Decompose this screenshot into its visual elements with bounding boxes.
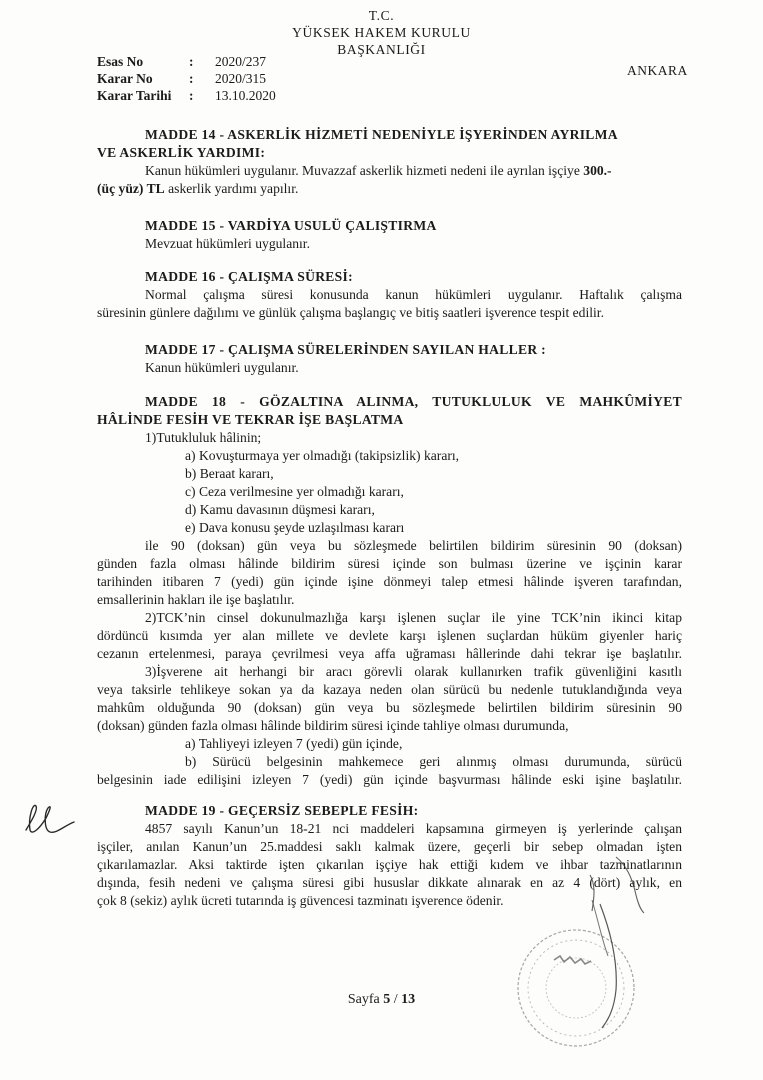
paraph-signature: [20, 800, 80, 840]
body-line: tarihinden itibaren 7 (yedi) gün içinde işine dönmeyi talep etmesi hâlinde işveren tarafından,: [97, 574, 682, 589]
meta-colon: :: [189, 87, 194, 103]
page-prefix: Sayfa: [347, 992, 384, 1007]
case-meta: [97, 54, 276, 104]
body-line: mahkûm olduğunda 90 (doksan) gün veya bu sözleşmede belirtilen bildirim süresinin 90: [97, 700, 682, 715]
article-title: MADDE 16 - ÇALIŞMA SÜRESİ:: [145, 269, 353, 284]
meta-label: Karar No: [97, 70, 153, 86]
text-run: askerlik yardımı yapılır.: [164, 181, 299, 196]
meta-colon: :: [189, 54, 194, 69]
list-item: b) Beraat kararı,: [185, 466, 274, 481]
body-line: belgesinin iade edilişini izleyen 7 (yedi) gün içinde başvurması hâlinde eski işine başlatılır.: [97, 772, 682, 787]
official-stamp: [490, 900, 660, 1060]
meta-row-tarih: [97, 88, 276, 105]
list-item: a) Tahliyeyi izleyen 7 (yedi) gün içinde,: [185, 736, 403, 751]
page-number: [0, 991, 763, 1009]
paragraph-1-intro: 1)Tutukluluk hâlinin;: [145, 430, 262, 445]
body-line: günden fazla olması hâlinde bildirim süresi içinde son bulması üzerine ve işçinin karar: [97, 556, 682, 571]
article-body-line: [97, 180, 682, 198]
list-item: a) Kovuşturmaya yer olmadığı (takipsizlik) kararı,: [185, 448, 460, 463]
article-title: MADDE 14 - ASKERLİK HİZMETİ NEDENİYLE İŞYERİNDEN AYRILMA: [145, 127, 618, 142]
text-run: Kanun hükümleri uygulanır. Muvazzaf askerlik hizmeti nedeni ile ayrılan işçiye: [145, 163, 584, 178]
article-body: Kanun hükümleri uygulanır.: [145, 360, 299, 375]
body-line: 4857 sayılı Kanun’un 18-21 nci maddeleri kapsamına girmeyen iş yerlerinde çalışan: [145, 821, 682, 836]
article-title-cont: HÂLİNDE FESİH VE TEKRAR İŞE BAŞLATMA: [97, 412, 404, 427]
page-separator: /: [390, 992, 402, 1007]
body-line: ile 90 (doksan) gün veya bu sözleşmede belirtilen bildirim süresinin 90 (doksan): [145, 538, 682, 553]
body-line: cezanın ertelenmesi, paraya çevrilmesi veya affa uğraması hâllerinde dahi tekrar işe başlatılır.: [97, 646, 682, 661]
article-16: [97, 268, 682, 322]
meta-label: Esas No: [97, 54, 144, 69]
body-line: çok 8 (sekiz) aylık ücreti tutarında iş güvencesi tazminatı işverence ödenir.: [97, 893, 504, 908]
body-line: işçiler, anılan Kanun’un 25.maddesi saklı kalmak üzere, geçerli bir sebep olmadan işten: [97, 839, 682, 854]
amount-bold: 300.-: [583, 163, 612, 178]
meta-value: 2020/315: [215, 70, 267, 86]
header-institution: YÜKSEK HAKEM KURULU: [292, 25, 471, 40]
article-title: MADDE 18 - GÖZALTINA ALINMA, TUTUKLULUK VE MAHKÛMİYET: [145, 394, 682, 409]
meta-value: 2020/237: [215, 54, 267, 69]
article-title: MADDE 15 - VARDİYA USULÜ ÇALIŞTIRMA: [145, 218, 437, 233]
meta-value: 13.10.2020: [215, 87, 276, 103]
article-body-line: [97, 162, 682, 180]
list-item: e) Dava konusu şeyde uzlaşılması kararı: [185, 520, 405, 535]
city-label: ANKARA: [627, 63, 688, 78]
page-current: 5: [383, 992, 391, 1007]
body-line: çıkarılamazlar. Aksi taktirde işten çıkarılan işçiye hak ettiği kıdem ve ihbar tazminatlarının: [97, 857, 682, 872]
meta-row-karar: [97, 71, 276, 88]
article-18: [97, 393, 682, 789]
list-item: d) Kamu davasının düşmesi kararı,: [185, 502, 375, 517]
article-title: MADDE 19 - GEÇERSİZ SEBEPLE FESİH:: [145, 803, 419, 818]
meta-row-esas: [97, 54, 276, 71]
signature-strokes: [586, 855, 656, 915]
body-line: dışında, fesih nedeni ve çalışma süresi gibi hususlar dikkate alınarak en az 4 (dört) aylık, en: [97, 875, 682, 890]
body-line: dördüncü kısımda yer alan millete ve devlete karşı işlenen suçlardan hüküm giyenler hariç: [97, 628, 682, 643]
article-14: [97, 126, 682, 198]
header-tc: T.C.: [368, 8, 395, 23]
article-body-line: süresinin günlere dağılımı ve günlük çalışma başlangıç ve bitiş saatleri işverence tespit edilir.: [97, 305, 604, 320]
header-department: BAŞKANLIĞI: [337, 42, 426, 57]
body-line: 3)İşverene ait herhangi bir aracı görevli olarak kullanırken trafik güvenliğini kasıtlı: [145, 664, 682, 679]
article-body: Mevzuat hükümleri uygulanır.: [145, 236, 310, 251]
article-17: [97, 341, 682, 377]
page-total: 13: [401, 992, 416, 1007]
amount-bold: (üç yüz) TL: [97, 181, 165, 196]
article-title: MADDE 17 - ÇALIŞMA SÜRELERİNDEN SAYILAN HALLER :: [145, 342, 546, 357]
list-item: b) Sürücü belgesinin mahkemece geri alınmış olması durumunda, sürücü: [185, 754, 682, 769]
meta-colon: :: [189, 70, 194, 86]
article-title-cont: VE ASKERLİK YARDIMI:: [97, 145, 266, 160]
body-line: emsallerinin hakları ile işe başlatılır.: [97, 592, 295, 607]
meta-label: Karar Tarihi: [97, 87, 172, 103]
article-15: [97, 217, 682, 253]
body-line: (doksan) günden fazla olması hâlinde bildirim süresi içinde tahliye olması durumunda,: [97, 718, 569, 733]
body-line: veya taksirle tehlikeye sokan ya da kazaya neden olan sürücü bu nedenle tutuklandığında veya: [97, 682, 682, 697]
article-body-line: Normal çalışma süresi konusunda kanun hükümleri uygulanır. Haftalık çalışma: [145, 287, 682, 302]
list-item: c) Ceza verilmesine yer olmadığı kararı,: [185, 484, 404, 499]
body-line: 2)TCK’nin cinsel dokunulmazlığa karşı işlenen suçlar ile yine TCK’nin ikinci kitap: [145, 610, 682, 625]
